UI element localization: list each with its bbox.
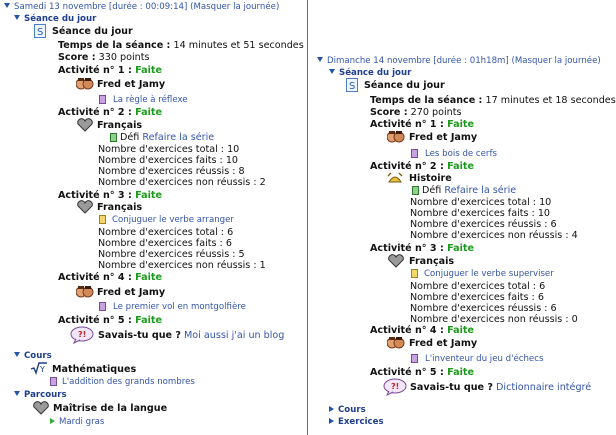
activity-2-defi: Défi Refaire la série — [422, 185, 517, 196]
lesson-book-icon — [99, 215, 106, 224]
activity-3-subject: Français — [409, 256, 455, 267]
stat-line: Nombre d'exercices non réussis : 0 — [410, 314, 578, 325]
exercices-header[interactable]: Exercices — [329, 417, 384, 428]
cours-link[interactable]: L'addition des grands nombres — [62, 377, 195, 387]
left-day-toggle[interactable]: Samedi 13 novembre [durée : 00:09:14] (Masquer la journée) — [4, 2, 279, 13]
collapsed-triangle-icon — [329, 406, 334, 412]
speech-bubble-question-icon — [383, 378, 407, 396]
svg-text:S: S — [349, 81, 356, 92]
left-session-header[interactable]: Séance du jour — [14, 14, 96, 25]
cours-header[interactable]: Cours — [329, 405, 366, 416]
stat-line: Nombre d'exercices réussis : 6 — [410, 303, 557, 314]
play-arrow-icon — [50, 418, 55, 424]
activity-3-link[interactable]: Conjuguer le verbe superviser — [424, 269, 554, 279]
stat-line: Nombre d'exercices faits : 10 — [98, 155, 239, 166]
activity-3-label: Activité n° 3 : Faite — [370, 243, 474, 254]
svg-text:?!: ?! — [78, 330, 87, 339]
lesson-book-icon — [99, 302, 106, 311]
activity-4-label: Activité n° 4 : Faite — [58, 272, 162, 283]
stat-line: Nombre d'exercices total : 10 — [98, 144, 240, 155]
activity-2-subject: Français — [97, 120, 143, 131]
francais-heart-icon — [388, 254, 404, 268]
stat-line: Nombre d'exercices total : 6 — [410, 281, 546, 292]
activity-2-link[interactable]: Refaire la série — [444, 185, 517, 196]
francais-heart-icon — [77, 200, 93, 214]
defi-icon — [110, 133, 117, 142]
parcours-subject: Maîtrise de la langue — [53, 403, 168, 414]
activity-3-link[interactable]: Conjuguer le verbe arranger — [112, 215, 234, 225]
math-sqrt-icon — [30, 361, 48, 375]
expand-triangle-icon — [4, 3, 10, 8]
stat-line: Nombre d'exercices faits : 6 — [410, 292, 544, 303]
stat-line: Nombre d'exercices faits : 6 — [98, 238, 232, 249]
activity-4-subject: Fred et Jamy — [97, 287, 166, 298]
right-day-toggle[interactable]: Dimanche 14 novembre [durée : 01h18m] (Masquer la journée) — [317, 56, 601, 67]
parcours-header[interactable]: Parcours — [14, 390, 67, 401]
parcours-link[interactable]: Mardi gras — [50, 417, 104, 428]
session-title: Séance du jour — [364, 80, 445, 91]
activity-1-subject: Fred et Jamy — [409, 132, 478, 143]
activity-2-label: Activité n° 2 : Faite — [58, 107, 162, 118]
activity-2-label: Activité n° 2 : Faite — [370, 161, 474, 172]
lesson-book-icon — [411, 354, 418, 363]
activity-2-link[interactable]: Refaire la série — [142, 132, 215, 143]
defi-icon — [412, 186, 419, 195]
fred-jamy-avatar-icon — [387, 130, 405, 144]
expand-triangle-icon — [14, 15, 20, 20]
francais-heart-icon — [77, 118, 93, 132]
fred-jamy-avatar-icon — [76, 77, 94, 91]
lesson-book-icon — [411, 149, 418, 158]
session-time: Temps de la séance : 14 minutes et 51 secondes — [58, 40, 304, 51]
speech-bubble-question-icon — [70, 326, 94, 344]
activity-5-row: Savais-tu que ? Moi aussi j'ai un blog — [98, 330, 285, 341]
activity-1-link[interactable]: La règle à réflexe — [113, 95, 188, 105]
expand-triangle-icon — [14, 352, 20, 357]
expand-triangle-icon — [317, 57, 323, 62]
cours-subject: Mathématiques — [52, 364, 137, 375]
expand-triangle-icon — [14, 391, 20, 396]
session-time: Temps de la séance : 17 minutes et 18 secondes — [370, 95, 616, 106]
session-s-icon — [34, 24, 46, 38]
activity-3-label: Activité n° 3 : Faite — [58, 190, 162, 201]
activity-4-subject: Fred et Jamy — [409, 338, 478, 349]
fred-jamy-avatar-icon — [387, 336, 405, 350]
stat-line: Nombre d'exercices réussis : 8 — [98, 166, 245, 177]
stat-line: Nombre d'exercices réussis : 5 — [98, 249, 245, 260]
right-session-header[interactable]: Séance du jour — [329, 68, 411, 79]
collapsed-triangle-icon — [329, 418, 334, 424]
expand-triangle-icon — [329, 69, 335, 74]
activity-1-label: Activité n° 1 : Faite — [370, 119, 474, 130]
svg-text:?!: ?! — [391, 382, 400, 391]
lesson-book-icon — [50, 377, 57, 386]
activity-1-label: Activité n° 1 : Faite — [58, 65, 162, 76]
activity-5-label: Activité n° 5 : Faite — [58, 315, 162, 326]
activity-5-label: Activité n° 5 : Faite — [370, 367, 474, 378]
activity-4-label: Activité n° 4 : Faite — [370, 325, 474, 336]
stat-line: Nombre d'exercices non réussis : 4 — [410, 230, 578, 241]
activity-5-row: Savais-tu que ? Dictionnaire intégré — [410, 382, 592, 393]
lesson-book-icon — [411, 269, 418, 278]
session-title: Séance du jour — [52, 26, 133, 37]
stat-line: Nombre d'exercices réussis : 6 — [410, 219, 557, 230]
stat-line: Nombre d'exercices total : 10 — [410, 197, 552, 208]
left-day-column — [0, 0, 307, 435]
activity-1-subject: Fred et Jamy — [97, 79, 166, 90]
activity-1-link[interactable]: Les bois de cerfs — [425, 149, 497, 159]
fred-jamy-avatar-icon — [76, 285, 94, 299]
lesson-book-icon — [99, 95, 106, 104]
column-divider — [307, 0, 308, 435]
activity-4-link[interactable]: Le premier vol en montgolfière — [113, 302, 246, 312]
activity-2-defi: Défi Refaire la série — [120, 132, 215, 143]
stat-line: Nombre d'exercices total : 6 — [98, 227, 234, 238]
stat-line: Nombre d'exercices faits : 10 — [410, 208, 551, 219]
activity-4-link[interactable]: L'inventeur du jeu d'échecs — [425, 354, 544, 364]
activity-5-link[interactable]: Moi aussi j'ai un blog — [184, 330, 285, 341]
cours-header[interactable]: Cours — [14, 351, 52, 362]
stat-line: Nombre d'exercices non réussis : 2 — [98, 177, 266, 188]
langue-heart-icon — [33, 401, 49, 415]
svg-text:Y: Y — [40, 365, 45, 374]
svg-text:S: S — [37, 27, 44, 38]
session-score: Score : 330 points — [58, 52, 150, 63]
right-day-column — [309, 0, 616, 435]
activity-2-subject: Histoire — [409, 173, 452, 184]
activity-5-link[interactable]: Dictionnaire intégré — [496, 382, 592, 393]
session-s-icon — [346, 78, 358, 92]
session-score: Score : 270 points — [370, 107, 462, 118]
stat-line: Nombre d'exercices non réussis : 1 — [98, 260, 266, 271]
activity-3-subject: Français — [97, 202, 143, 213]
histoire-helmet-icon — [387, 172, 403, 186]
